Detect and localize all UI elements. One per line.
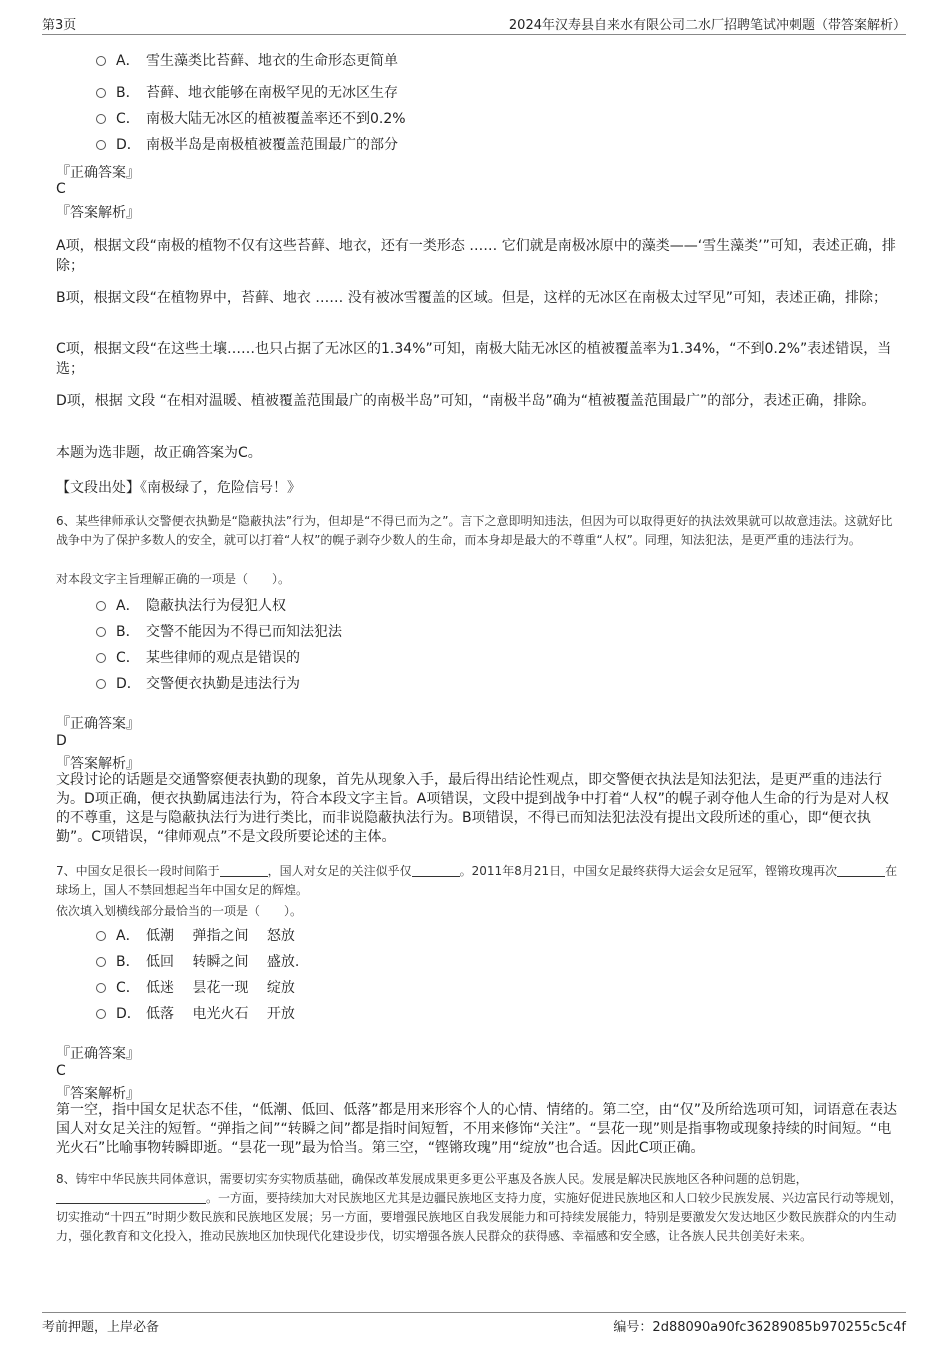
blank-line [56,1191,206,1204]
q6-answer-label: 『正确答案』 [56,716,140,732]
q5-analysis-c: C项，根据文段“在这些土壤……也只占据了无冰区的1.34%”可知，南极大陆无冰区的植被覆盖率为1.34%，“不到0.2%”表述错误，当选； [56,341,892,377]
page-number: 第3页 [42,18,77,33]
radio-icon[interactable] [96,957,106,967]
q5-analysis-d: D项，根据 文段 “在相对温暖、植被覆盖范围最广的南极半岛”可知，“南极半岛”确为“植被覆盖范围最广”的部分，表述正确，排除。 [56,393,876,409]
q5-option-d[interactable]: D． 南极半岛是南极植被覆盖范围最广的部分 [96,134,398,154]
radio-icon[interactable] [96,983,106,993]
q7-answer: C [56,1063,66,1079]
radio-icon[interactable] [96,653,106,663]
blank-line [220,864,268,877]
radio-icon[interactable] [96,931,106,941]
q6-option-a[interactable]: A． 隐蔽执法行为侵犯人权 [96,595,286,615]
radio-icon[interactable] [96,679,106,689]
radio-icon[interactable] [96,88,106,98]
q6-option-b[interactable]: B． 交警不能因为不得已而知法犯法 [96,621,342,641]
q5-option-a[interactable]: A． 雪生藻类比苔藓、地衣的生命形态更简单 [96,50,398,70]
footer-slogan: 考前押题，上岸必备 [42,1320,160,1335]
q5-answer: C [56,181,66,197]
q5-analysis-b: B项，根据文段“在植物界中，苔藓、地衣 …… 没有被冰雪覆盖的区域。但是，这样的无冰区在南极太过罕见”可知，表述正确，排除； [56,290,888,306]
radio-icon[interactable] [96,601,106,611]
q6-option-d[interactable]: D． 交警便衣执勤是违法行为 [96,673,300,693]
q6-option-c[interactable]: C． 某些律师的观点是错误的 [96,647,300,667]
radio-icon[interactable] [96,627,106,637]
document-title: 2024年汉寿县自来水有限公司二水厂招聘笔试冲刺题（带答案解析） [508,18,906,33]
q7-option-c[interactable]: C． 低迷 昙花一现 绽放 [96,977,295,997]
radio-icon[interactable] [96,56,106,66]
blank-line [837,864,885,877]
q7-option-b[interactable]: B． 低回 转瞬之间 盛放. [96,951,299,971]
q5-analysis-label: 『答案解析』 [56,205,140,221]
blank-line [412,864,460,877]
page-footer [42,1312,906,1336]
q6-prompt: 对本段文字主旨理解正确的一项是（ ）。 [56,572,291,586]
q6-analysis-label: 『答案解析』 [56,756,140,772]
q8-stem: 8、铸牢中华民族共同体意识，需要切实夯实物质基础，确保改革发展成果更多更公平惠及各族人民。发展是解决民族地区各种问题的总钥匙，。一方面，要持续加大对民族地区尤其是边疆民族地区支持力度，实施好促进民族地区和人口较少民族发展、兴边富民行动等规划，切实推动“十四五”时期少数民族和民族地区发展；另一方面，要增强民族地区自我发展能力和可持续发展能力，特别是要激发欠发达地区少数民族群众的内生动力，强化教育和文化投入，推动民族地区加快现代化建设步伐，切实增强各族人民群众的获得感、幸福感和安全感，让各族人民共创美好未来。 [56,1172,903,1243]
q7-option-a[interactable]: A． 低潮 弹指之间 怒放 [96,925,295,945]
q7-answer-label: 『正确答案』 [56,1046,140,1062]
q6-answer: D [56,733,67,749]
page-header [42,14,906,35]
q5-analysis-a: A项，根据文段“南极的植物不仅有这些苔藓、地衣，还有一类形态 …… 它们就是南极冰原中的藻类——‘雪生藻类’”可知，表述正确，排除； [56,238,896,274]
radio-icon[interactable] [96,140,106,150]
q5-option-c[interactable]: C． 南极大陆无冰区的植被覆盖率还不到0.2% [96,108,406,128]
q7-stem: 7、中国女足很长一段时间陷于 ，国人对女足的关注似乎仅 。2011年8月21日，中国女足最终获得大运会女足冠军，铿锵玫瑰再次 在球场上，国人不禁回想起当年中国女足的辉煌。 [56,864,898,897]
q5-answer-label: 『正确答案』 [56,165,140,181]
q7-analysis: 第一空，指中国女足状态不佳，“低潮、低回、低落”都是用来形容个人的心情、情绪的。第二空，由“仅”及所给选项可知，词语意在表达国人对女足关注的短暂。“弹指之间”“转瞬之间”都是指时间短暂，不用来修饰“关注”。“昙花一现”则是指事物或现象持续的时间短。“电光火石”比喻事物转瞬即逝。“昙花一现”最为恰当。第三空，“铿锵玫瑰”用“绽放”也合适。因此C项正确。 [56,1102,898,1156]
q7-prompt: 依次填入划横线部分最恰当的一项是（ ）。 [56,904,303,918]
q7-analysis-label: 『答案解析』 [56,1086,140,1102]
radio-icon[interactable] [96,114,106,124]
q6-analysis: 文段讨论的话题是交通警察便表执勤的现象，首先从现象入手，最后得出结论性观点，即交警便衣执法是知法犯法，是更严重的违法行为。D项正确，便衣执勤属违法行为，符合本段文字主旨。A项错误，文段中提到战争中打着“人权”的幌子剥夺他人生命的行为是对人权的不尊重，这是与隐蔽执法行为进行类比，而非说隐蔽执法行为。B项错误，不得已而知法犯法没有提出文段所述的重心，即“便衣执勤”。C项错误，“律师观点”不是文段所要论述的主体。 [56,772,889,845]
radio-icon[interactable] [96,1009,106,1019]
document-id: 编号：2d88090a90fc36289085b970255c5c4f [613,1320,906,1335]
q7-option-d[interactable]: D． 低落 电光火石 开放 [96,1003,295,1023]
q6-stem: 6、某些律师承认交警便衣执勤是“隐蔽执法”行为，但却是“不得已而为之”。言下之意即明知违法，但因为可以取得更好的执法效果就可以故意违法。这就好比战争中为了保护多数人的安全，就可以打着“人权”的幌子剥夺少数人的生命，而本身却是最大的不尊重“人权”。同理，知法犯法，是更严重的违法行为。 [56,514,893,547]
q5-source: 【文段出处】《南极绿了，危险信号！》 [56,480,301,496]
q5-conclusion: 本题为选非题，故正确答案为C。 [56,445,262,461]
q5-option-b[interactable]: B． 苔藓、地衣能够在南极罕见的无冰区生存 [96,82,398,102]
